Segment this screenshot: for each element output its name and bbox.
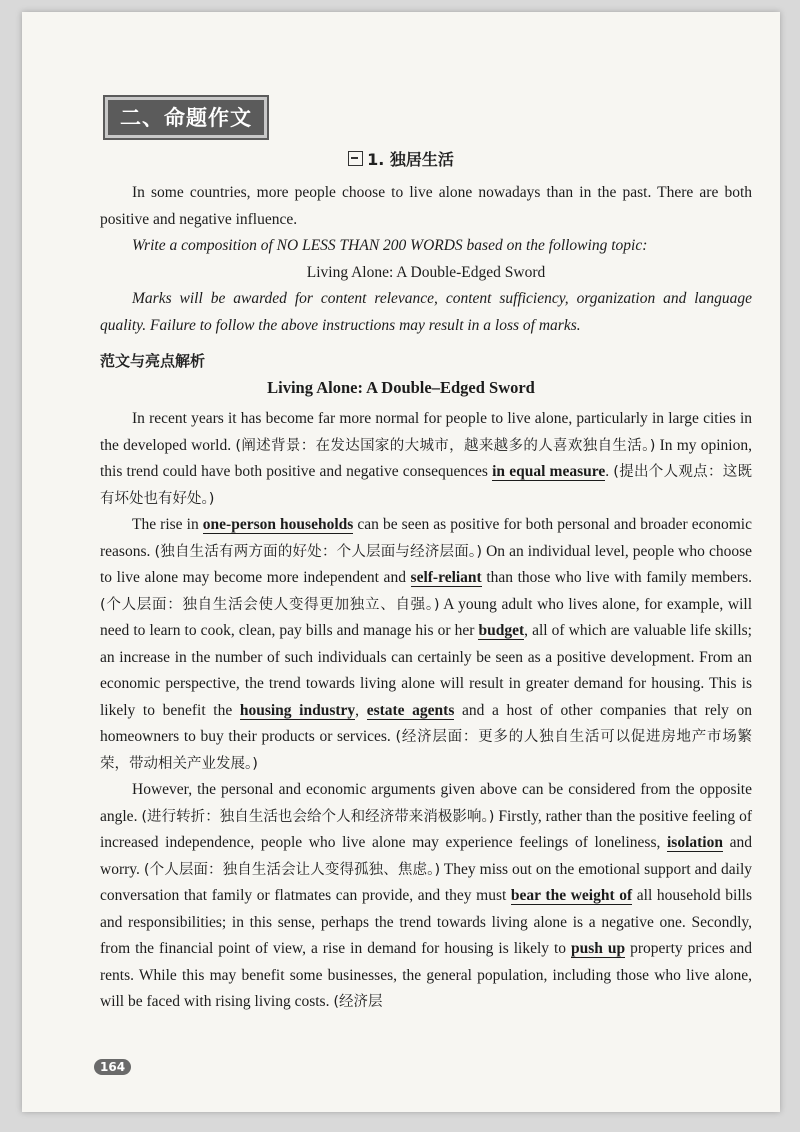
chinese-annotation: (阐述背景：在发达国家的大城市，越来越多的人喜欢独自生活。)	[235, 437, 656, 454]
book-page	[22, 12, 780, 1112]
question-prompt	[100, 180, 752, 339]
essay-title: Living Alone: A Double–Edged Sword	[267, 378, 535, 397]
highlight-phrase: housing industry	[239, 701, 356, 719]
essay-paragraph-1	[100, 406, 752, 512]
text-run: However, the personal and economic arguments given above can be considered from the opposite angle.	[100, 781, 752, 825]
section-banner: 二、命题作文	[105, 97, 267, 138]
chinese-annotation: (经济层	[333, 994, 383, 1010]
highlight-phrase: one-person households	[202, 516, 354, 533]
text-run: On an individual level, people who choose to live alone may become more independent and	[100, 542, 752, 586]
text-run: all household bills and responsibilities; in this sense, perhaps the trend towards living alone is a negative one. Secondly, from the financial point of view, a rise in demand for housing is likely to	[100, 887, 752, 957]
highlight-phrase: isolation	[667, 834, 723, 851]
prompt-intro: In some countries, more people choose to live alone nowadays than in the past. There are both positive and negative influence.	[100, 184, 752, 228]
chinese-annotation: (经济层面：更多的人独自生活可以促进房地产市场繁荣，带动相关产业发展。)	[100, 729, 752, 772]
highlight-phrase: bear the weight of	[510, 887, 633, 904]
text-run: In recent years it has become far more normal for people to live alone, particularly in large cities in the developed world.	[100, 410, 752, 454]
text-run: than those who live with family members.	[481, 569, 752, 586]
question-box-icon	[348, 151, 363, 166]
text-run: and worry.	[100, 834, 752, 878]
text-run: They miss out on the emotional support and daily conversation that family or flatmates can provide, and they must	[100, 860, 753, 904]
prompt-marking: Marks will be awarded for content relevance, content sufficiency, organization and language quality. Failure to follow the above instructions may result in a loss of marks.	[100, 290, 752, 334]
text-run: can be seen as positive for both personal and broader economic reasons.	[100, 516, 752, 560]
highlight-phrase: in equal measure	[492, 463, 606, 480]
chinese-annotation: (独自生活有两方面的好处：个人层面与经济层面。)	[154, 543, 483, 560]
text-run: Firstly, rather than the positive feeling of increased independence, people who live alone may experience feelings of loneliness,	[100, 807, 753, 851]
text-run: property prices and rents. While this may benefit some businesses, the general population, including those who live alone, will be faced with rising living costs.	[100, 940, 753, 1010]
essay-body	[100, 406, 752, 1016]
question-title	[22, 147, 780, 170]
highlight-phrase: push up	[571, 940, 626, 957]
sample-heading: 范文与亮点解析	[100, 352, 206, 370]
text-run: , all of which are valuable life skills; an increase in the number of such individuals can certainly be seen as a positive development. From an economic perspective, the trend towards living alone will result in greater demand for housing. This is likely to benefit the	[100, 622, 752, 719]
prompt-topic: Living Alone: A Double-Edged Sword	[306, 263, 546, 281]
text-run: ,	[355, 701, 367, 719]
chinese-annotation: (提出个人观点：这既有坏处也有好处。)	[100, 464, 753, 507]
text-run: .	[605, 463, 614, 480]
essay-paragraph-2	[100, 512, 752, 777]
chinese-annotation: (个人层面：独自生活会使人变得更加独立、自强。)	[100, 596, 440, 613]
text-run: A young adult who lives alone, for example, will need to learn to cook, clean, pay bills and manage his or her	[100, 595, 753, 639]
prompt-instruction: Write a composition of NO LESS THAN 200 WORDS based on the following topic:	[132, 237, 648, 254]
highlight-phrase: budget	[478, 622, 525, 639]
text-run: The rise in	[132, 516, 203, 533]
page-number: 164	[94, 1059, 131, 1075]
text-run: and a host of other companies that rely on homeowners to buy their products or services.	[100, 701, 753, 745]
essay-paragraph-3	[100, 777, 752, 1016]
chinese-annotation: (进行转折：独自生活也会给个人和经济带来消极影响。)	[141, 808, 495, 825]
text-run: In my opinion, this trend could have both positive and negative consequences	[100, 436, 752, 480]
chinese-annotation: (个人层面：独自生活会让人变得孤独、焦虑。)	[143, 861, 441, 878]
highlight-phrase: self-reliant	[410, 569, 482, 586]
highlight-phrase: estate agents	[366, 701, 455, 719]
question-title-text: 1. 独居生活	[367, 150, 454, 169]
